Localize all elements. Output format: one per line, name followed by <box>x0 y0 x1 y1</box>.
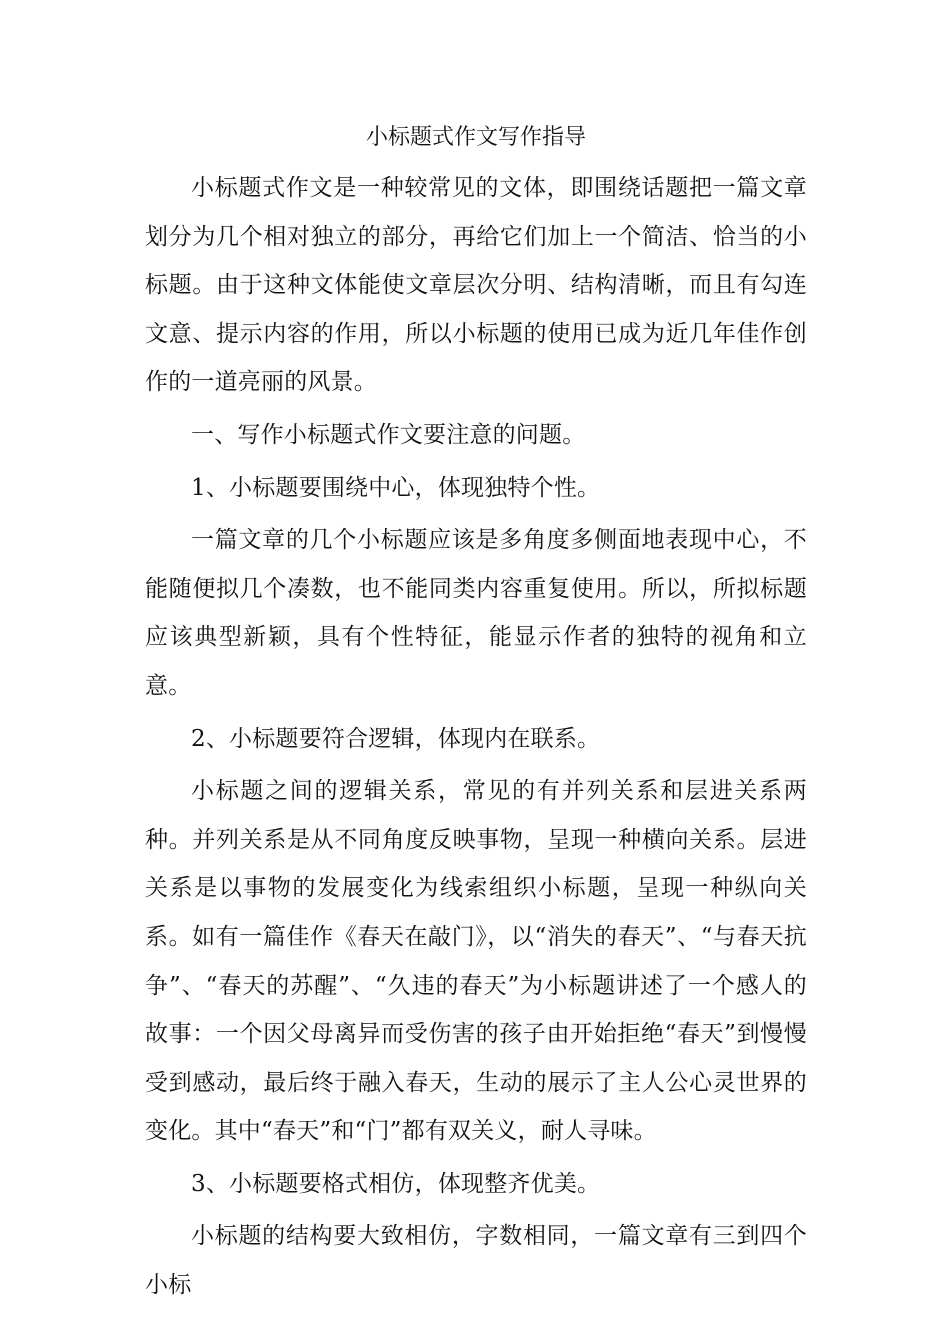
document-title: 小标题式作文写作指导 <box>365 125 586 150</box>
body-paragraph-2: 小标题之间的逻辑关系，常见的有并列关系和层进关系两种。并列关系是从不同角度反映事物，呈现一种横向关系。层进关系是以事物的发展变化为线索组织小标题，呈现一种纵向关系。如有一篇佳作《春天在敲门》，以“消失的春天”、“与春天抗争”、“春天的苏醒”、“久违的春天”为小标题讲述了一个感人的故事：一个因父母离异而受伤害的孩子由开始拒绝“春天”到慢慢受到感动，最后终于融入春天，生动的展示了主人公心灵世界的变化。其中“春天”和“门”都有双关义，耐人寻味。 <box>145 778 807 1145</box>
body-paragraph-3: 小标题的结构要大致相仿，字数相同，一篇文章有三到四个小标 <box>145 1223 807 1299</box>
intro-paragraph: 小标题式作文是一种较常见的文体，即围绕话题把一篇文章划分为几个相对独立的部分，再给它们加上一个简洁、恰当的小标题。由于这种文体能使文章层次分明、结构清晰，而且有勾连文意、提示内容的作用，所以小标题的使用已成为近几年佳作创作的一道亮丽的风景。 <box>145 175 807 396</box>
document-page <box>145 114 807 1310</box>
section-heading-one: 一、写作小标题式作文要注意的问题。 <box>191 421 586 448</box>
subheading-3: 3、小标题要格式相仿，体现整齐优美。 <box>191 1170 601 1197</box>
body-paragraph-1: 一篇文章的几个小标题应该是多角度多侧面地表现中心，不能随便拟几个凑数，也不能同类内容重复使用。所以，所拟标题应该典型新颖，具有个性特征，能显示作者的独特的视角和立意。 <box>145 527 807 699</box>
subheading-2: 2、小标题要符合逻辑，体现内在联系。 <box>191 725 601 752</box>
subheading-1: 1、小标题要围绕中心，体现独特个性。 <box>191 474 601 501</box>
